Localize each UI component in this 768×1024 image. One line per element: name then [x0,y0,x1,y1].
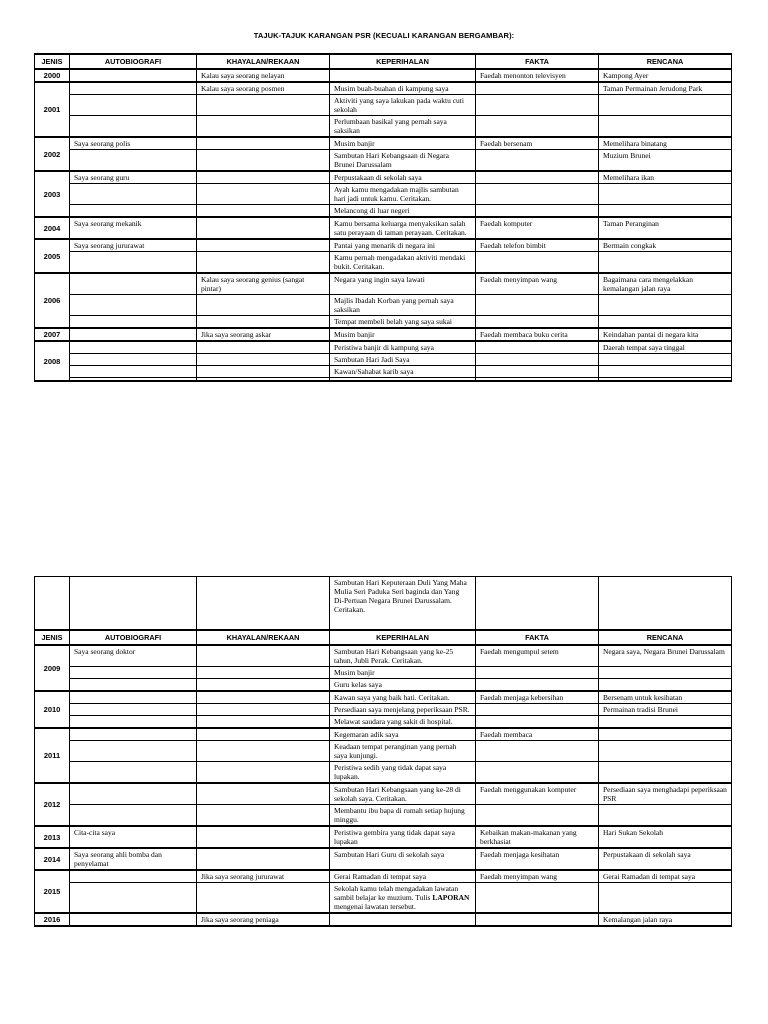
table-row [35,826,732,848]
table-row [35,805,732,827]
cell-keperihalan: Pantai yang menarik di negara ini [330,239,476,252]
cell-autobiografi [70,679,197,692]
cell-keperihalan: Kamu pernah mengadakan aktiviti mendaki bukit. Ceritakan. [330,252,476,274]
table-row [35,239,732,252]
cell-khayalan [197,217,330,239]
cell-khayalan [197,341,330,354]
cell-rencana [599,667,732,679]
cell-rencana: Taman Peranginan [599,217,732,239]
cell-khayalan [197,184,330,205]
cell-khayalan [197,805,330,827]
empty-cell [599,577,732,631]
cell-khayalan [197,95,330,116]
year-cell: 2006 [35,273,70,328]
cell-rencana: Gerai Ramadan di tempat saya [599,870,732,883]
table-row [35,667,732,679]
cell-autobiografi [70,95,197,116]
continuation-cell: Sambutan Hari Keputeraan Duli Yang Maha Mulia Seri Paduka Seri baginda dan Yang Di-Pertuan Negara Brunei Darussalam. Ceritakan. [330,577,476,631]
year-cell: 2015 [35,870,70,913]
cell-khayalan [197,762,330,784]
cell-khayalan: Kalau saya seorang nelayan [197,69,330,82]
table-row [35,870,732,883]
cell-fakta [476,295,599,316]
year-cell: 2004 [35,217,70,239]
cell-keperihalan [330,378,476,382]
cell-khayalan [197,295,330,316]
cell-khayalan [197,239,330,252]
cell-khayalan [197,150,330,172]
cell-keperihalan: Melawat saudara yang sakit di hospital. [330,716,476,729]
table-row [35,316,732,329]
cell-fakta: Kebaikan makan-makanan yang berkhasiat [476,826,599,848]
cell-fakta [476,704,599,716]
table-row [35,184,732,205]
empty-cell [197,577,330,631]
cell-autobiografi: Cita-cita saya [70,826,197,848]
cell-autobiografi [70,295,197,316]
cell-khayalan: Kalau saya seorang genius (sangat pintar) [197,273,330,295]
empty-cell [35,577,70,631]
cell-fakta [476,679,599,692]
cell-autobiografi [70,378,197,382]
cell-keperihalan: Melancong di luar negeri [330,205,476,218]
table-row [35,252,732,274]
cell-keperihalan: Tempat membeli belah yang saya sukai [330,316,476,329]
cell-autobiografi [70,205,197,218]
year-cell: 2014 [35,848,70,870]
year-cell: 2007 [35,328,70,341]
cell-fakta: Faedah telefon bimbit [476,239,599,252]
cell-fakta: Faedah menyimpan wang [476,870,599,883]
cell-autobiografi [70,69,197,82]
cell-rencana: Permainan tradisi Brunei [599,704,732,716]
cell-rencana [599,184,732,205]
cell-keperihalan: Peristiwa gembira yang tidak dapat saya lupakan [330,826,476,848]
table-row [35,762,732,784]
cell-khayalan [197,741,330,762]
cell-autobiografi [70,913,197,926]
cell-autobiografi: Saya seorang guru [70,171,197,184]
cell-rencana: Negara saya, Negara Brunei Darussalam [599,645,732,667]
cell-fakta: Faedah membaca [476,728,599,741]
cell-rencana: Bermain congkak [599,239,732,252]
cell-autobiografi: Saya seorang jururawat [70,239,197,252]
cell-keperihalan: Sambutan Hari Kebangsaan di Negara Brunei Darussalam [330,150,476,172]
year-cell: 2012 [35,783,70,826]
cell-fakta: Faedah menjaga kesihatan [476,848,599,870]
cell-rencana [599,728,732,741]
column-header-jenis: JENIS [35,630,70,645]
table-row [35,848,732,870]
cell-autobiografi: Saya seorang mekanik [70,217,197,239]
cell-autobiografi [70,316,197,329]
cell-fakta [476,184,599,205]
year-cell: 2009 [35,645,70,691]
cell-rencana: Muzium Brunei [599,150,732,172]
table-row [35,728,732,741]
cell-fakta [476,252,599,274]
table-row [35,328,732,341]
cell-rencana: Memelihara binatang [599,137,732,150]
cell-keperihalan: Peristiwa sedih yang tidak dapat saya lupakan. [330,762,476,784]
cell-fakta [476,741,599,762]
cell-khayalan [197,826,330,848]
cell-fakta [476,316,599,329]
table-row [35,691,732,704]
cell-keperihalan: Sekolah kamu telah mengadakan lawatan sambil belajar ke muzium. Tulis LAPORAN mengenai lawatan tersebut. [330,883,476,914]
table-row [35,378,732,382]
table-row [35,137,732,150]
column-header-jenis: JENIS [35,54,70,69]
emphasis-text: LAPORAN [432,893,470,902]
cell-autobiografi [70,366,197,378]
table-row [35,366,732,378]
cell-autobiografi [70,82,197,95]
column-header-autobiografi: AUTOBIOGRAFI [70,54,197,69]
table-row [35,82,732,95]
cell-rencana: Keindahan pantai di negara kita [599,328,732,341]
cell-khayalan: Jika saya seorang askar [197,328,330,341]
cell-rencana: Persediaan saya menghadapi peperiksaan PSR [599,783,732,805]
table-row [35,354,732,366]
table-row [35,95,732,116]
cell-khayalan [197,116,330,138]
cell-keperihalan: Negara yang ingin saya lawati [330,273,476,295]
cell-fakta [476,341,599,354]
cell-rencana [599,378,732,382]
table-row [35,116,732,138]
header-row [35,54,732,69]
cell-rencana [599,295,732,316]
cell-fakta [476,366,599,378]
cell-fakta [476,171,599,184]
cell-fakta: Faedah komputer [476,217,599,239]
cell-fakta [476,116,599,138]
column-header-fakta: FAKTA [476,630,599,645]
cell-keperihalan: Membantu ibu bapa di rumah setiap hujung minggu. [330,805,476,827]
table-row [35,171,732,184]
cell-keperihalan: Perlumbaan basikal yang pernah saya saksikan [330,116,476,138]
cell-keperihalan: Sambutan Hari Kebangsaan yang ke-28 di sekolah saya. Ceritakan. [330,783,476,805]
year-cell: 2002 [35,137,70,171]
table-row [35,273,732,295]
table-row [35,913,732,926]
cell-rencana [599,762,732,784]
cell-autobiografi [70,716,197,729]
cell-keperihalan: Kamu bersama keluarga menyaksikan salah satu perayaan di taman perayaan. Ceritakan. [330,217,476,239]
year-cell: 2010 [35,691,70,728]
cell-khayalan [197,883,330,914]
cell-khayalan [197,645,330,667]
cell-keperihalan: Gerai Ramadan di tempat saya [330,870,476,883]
cell-fakta [476,205,599,218]
continuation-row [35,577,732,631]
cell-rencana [599,116,732,138]
column-header-rencana: RENCANA [599,630,732,645]
cell-khayalan [197,252,330,274]
cell-khayalan [197,704,330,716]
cell-khayalan: Jika saya seorang peniaga [197,913,330,926]
table-row [35,883,732,914]
cell-autobiografi [70,783,197,805]
cell-rencana [599,805,732,827]
cell-rencana [599,679,732,692]
cell-keperihalan: Kawan/Sahabat karib saya [330,366,476,378]
cell-keperihalan: Musim banjir [330,137,476,150]
cell-rencana [599,95,732,116]
cell-keperihalan: Musim buah-buahan di kampung saya [330,82,476,95]
cell-autobiografi [70,728,197,741]
cell-autobiografi [70,328,197,341]
page-title: TAJUK-TAJUK KARANGAN PSR (KECUALI KARANGAN BERGAMBAR): [253,31,515,40]
table-row [35,217,732,239]
cell-fakta [476,883,599,914]
column-header-keperihalan: KEPERIHALAN [330,630,476,645]
table-row [35,205,732,218]
cell-fakta: Faedah menggunakan komputer [476,783,599,805]
cell-autobiografi [70,870,197,883]
cell-keperihalan: Kawan saya yang baik hati. Ceritakan. [330,691,476,704]
cell-autobiografi [70,691,197,704]
cell-khayalan [197,366,330,378]
cell-rencana: Kampong Ayer [599,69,732,82]
cell-khayalan [197,378,330,382]
cell-keperihalan: Sambutan Hari Kebangsaan yang ke-25 tahun, Jubli Perak. Ceritakan. [330,645,476,667]
cell-rencana [599,366,732,378]
table-row [35,704,732,716]
cell-khayalan [197,691,330,704]
cell-fakta: Faedah mengumpul setem [476,645,599,667]
cell-autobiografi: Saya seorang polis [70,137,197,150]
year-cell: 2005 [35,239,70,273]
cell-keperihalan: Persediaan saya menjelang peperiksaan PSR. [330,704,476,716]
cell-fakta: Faedah menyimpan wang [476,273,599,295]
cell-fakta: Faedah menjaga kebersihan [476,691,599,704]
cell-rencana: Daerah tempat saya tinggal [599,341,732,354]
year-cell: 2011 [35,728,70,783]
cell-keperihalan: Guru kelas saya [330,679,476,692]
cell-rencana [599,252,732,274]
empty-cell [70,577,197,631]
table-row [35,679,732,692]
cell-rencana: Bagaimana cara mengelakkan kemalangan jalan raya [599,273,732,295]
column-header-fakta: FAKTA [476,54,599,69]
cell-keperihalan: Ayah kamu mengadakan majlis sambutan hari jadi untuk kamu. Ceritakan. [330,184,476,205]
cell-rencana: Perpustakaan di sekolah saya [599,848,732,870]
year-cell: 2003 [35,171,70,217]
column-header-rencana: RENCANA [599,54,732,69]
cell-khayalan [197,205,330,218]
essay-topics-table-2 [34,576,732,927]
cell-fakta: Faedah membaca buku cerita [476,328,599,341]
column-header-khayalan-rekaan: KHAYALAN/REKAAN [197,54,330,69]
table-row [35,341,732,354]
cell-fakta [476,354,599,366]
cell-fakta [476,913,599,926]
cell-autobiografi [70,184,197,205]
cell-autobiografi: Saya seorang ahli bomba dan penyelamat [70,848,197,870]
table-row [35,69,732,82]
year-cell: 2001 [35,82,70,137]
empty-cell [476,577,599,631]
table-row [35,645,732,667]
cell-rencana: Hari Sukan Sekolah [599,826,732,848]
cell-fakta [476,716,599,729]
cell-autobiografi [70,354,197,366]
cell-khayalan [197,354,330,366]
cell-autobiografi [70,805,197,827]
year-cell: 2000 [35,69,70,82]
cell-autobiografi [70,741,197,762]
cell-khayalan: Jika saya seorang jururawat [197,870,330,883]
essay-topics-table-1 [34,53,732,382]
column-header-khayalan-rekaan: KHAYALAN/REKAAN [197,630,330,645]
cell-autobiografi [70,150,197,172]
cell-fakta [476,762,599,784]
cell-keperihalan [330,913,476,926]
table-row [35,783,732,805]
cell-fakta [476,805,599,827]
cell-autobiografi [70,116,197,138]
cell-rencana [599,205,732,218]
cell-keperihalan: Kegemaran adik saya [330,728,476,741]
cell-khayalan [197,316,330,329]
cell-autobiografi: Saya seorang doktor [70,645,197,667]
cell-autobiografi [70,341,197,354]
cell-rencana [599,883,732,914]
year-cell: 2013 [35,826,70,848]
table-row [35,716,732,729]
cell-keperihalan: Musim banjir [330,667,476,679]
cell-keperihalan: Majlis Ibadah Korban yang pernah saya saksikan [330,295,476,316]
table-row [35,295,732,316]
cell-khayalan: Kalau saya seorang posmen [197,82,330,95]
cell-rencana: Kemalangan jalan raya [599,913,732,926]
table-row [35,150,732,172]
cell-rencana: Memelihara ikan [599,171,732,184]
year-cell: 2016 [35,913,70,926]
cell-rencana [599,354,732,366]
cell-rencana [599,316,732,329]
cell-fakta [476,667,599,679]
cell-rencana: Taman Permainan Jerudong Park [599,82,732,95]
cell-rencana [599,716,732,729]
cell-keperihalan: Musim banjir [330,328,476,341]
cell-khayalan [197,728,330,741]
cell-fakta [476,82,599,95]
cell-khayalan [197,667,330,679]
cell-fakta [476,150,599,172]
cell-khayalan [197,679,330,692]
cell-keperihalan: Sambutan Hari Guru di sekolah saya [330,848,476,870]
table-row [35,741,732,762]
cell-autobiografi [70,762,197,784]
year-cell: 2008 [35,341,70,381]
cell-khayalan [197,171,330,184]
cell-khayalan [197,137,330,150]
cell-rencana: Bersenam untuk kesihatan [599,691,732,704]
cell-autobiografi [70,883,197,914]
cell-autobiografi [70,273,197,295]
cell-keperihalan [330,69,476,82]
column-header-keperihalan: KEPERIHALAN [330,54,476,69]
cell-fakta [476,378,599,382]
column-header-autobiografi: AUTOBIOGRAFI [70,630,197,645]
cell-keperihalan: Peristiwa banjir di kampung saya [330,341,476,354]
cell-keperihalan: Sambutan Hari Jadi Saya [330,354,476,366]
cell-autobiografi [70,252,197,274]
cell-fakta [476,95,599,116]
cell-autobiografi [70,667,197,679]
cell-fakta: Faedah menonton televisyen [476,69,599,82]
cell-khayalan [197,783,330,805]
cell-keperihalan: Perpustakaan di sekolah saya [330,171,476,184]
cell-keperihalan: Aktiviti yang saya lakukan pada waktu cuti sekolah [330,95,476,116]
cell-autobiografi [70,704,197,716]
header-row [35,630,732,645]
cell-rencana [599,741,732,762]
cell-keperihalan: Keadaan tempat peranginan yang pernah saya kunjungi. [330,741,476,762]
cell-khayalan [197,848,330,870]
cell-khayalan [197,716,330,729]
cell-fakta: Faedah bersenam [476,137,599,150]
